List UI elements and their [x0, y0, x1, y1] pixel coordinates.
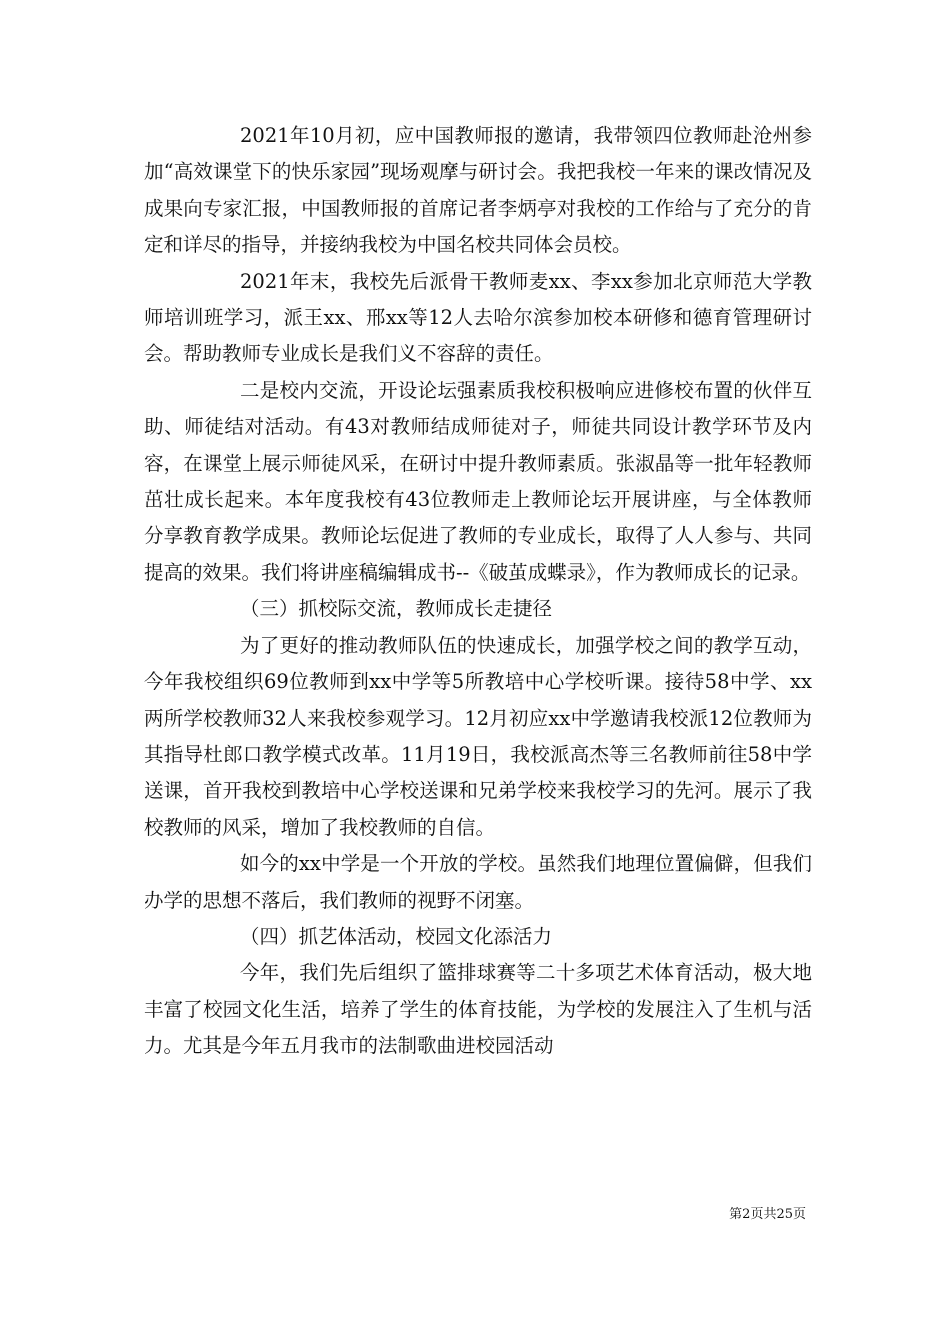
- section-heading-arts-sports: （四）抓艺体活动，校园文化添活力: [240, 924, 553, 948]
- paragraph-arts-sports-activities: 今年，我们先后组织了篮排球赛等二十多项艺术体育活动，极大地丰富了校园文化生活，培养了学生的体育技能，为学校的发展注入了生机与活力。尤其是今年五月我市的法制歌曲进校园活动: [144, 961, 812, 1058]
- paragraph-internal-exchange: 二是校内交流，开设论坛强素质我校积极响应进修校布置的伙伴互助、师徒结对活动。有43对教师结成师徒对子，师徒共同设计教学环节及内容，在课堂上展示师徒风采，在研讨中提升教师素质。张淑晶等一批年轻教师茁壮成长起来。本年度我校有43位教师走上教师论坛开展讲座，与全体教师分享教育教学成果。教师论坛促进了教师的专业成长，取得了人人参与、共同提高的效果。我们将讲座稿编辑成书--《破茧成蝶录》，作为教师成长的记录。: [144, 378, 812, 584]
- paragraph-teacher-report-visit: 2021年10月初，应中国教师报的邀请，我带领四位教师赴沧州参加“高效课堂下的快乐家园”现场观摩与研讨会。我把我校一年来的课改情况及成果向专家汇报，中国教师报的首席记者李炳亭对我校的工作给与了充分的肯定和详尽的指导，并接纳我校为中国名校共同体会员校。: [144, 124, 812, 257]
- section-heading-inter-school-exchange: （三）抓校际交流，教师成长走捷径: [240, 597, 553, 621]
- paragraph-open-school: 如今的xx中学是一个开放的学校。虽然我们地理位置偏僻，但我们办学的思想不落后，我们教师的视野不闭塞。: [144, 852, 812, 912]
- document-body: [144, 118, 812, 1065]
- page-number-footer: 第2页共25页: [729, 1207, 806, 1222]
- paragraph-inter-school-exchange: 为了更好的推动教师队伍的快速成长，加强学校之间的教学互动，今年我校组织69位教师到xx中学等5所教培中心学校听课。接待58中学、xx两所学校教师32人来我校参观学习。12月初应xx中学邀请我校派12位教师为其指导杜郎口教学模式改革。11月19日，我校派高杰等三名教师前往58中学送课，首开我校到教培中心学校送课和兄弟学校来我校学习的先河。展示了我校教师的风采，增加了我校教师的自信。: [144, 633, 812, 839]
- paragraph-teacher-training: 2021年末，我校先后派骨干教师麦xx、李xx参加北京师范大学教师培训班学习，派王xx、邢xx等12人去哈尔滨参加校本研修和德育管理研讨会。帮助教师专业成长是我们义不容辞的责任。: [144, 269, 812, 366]
